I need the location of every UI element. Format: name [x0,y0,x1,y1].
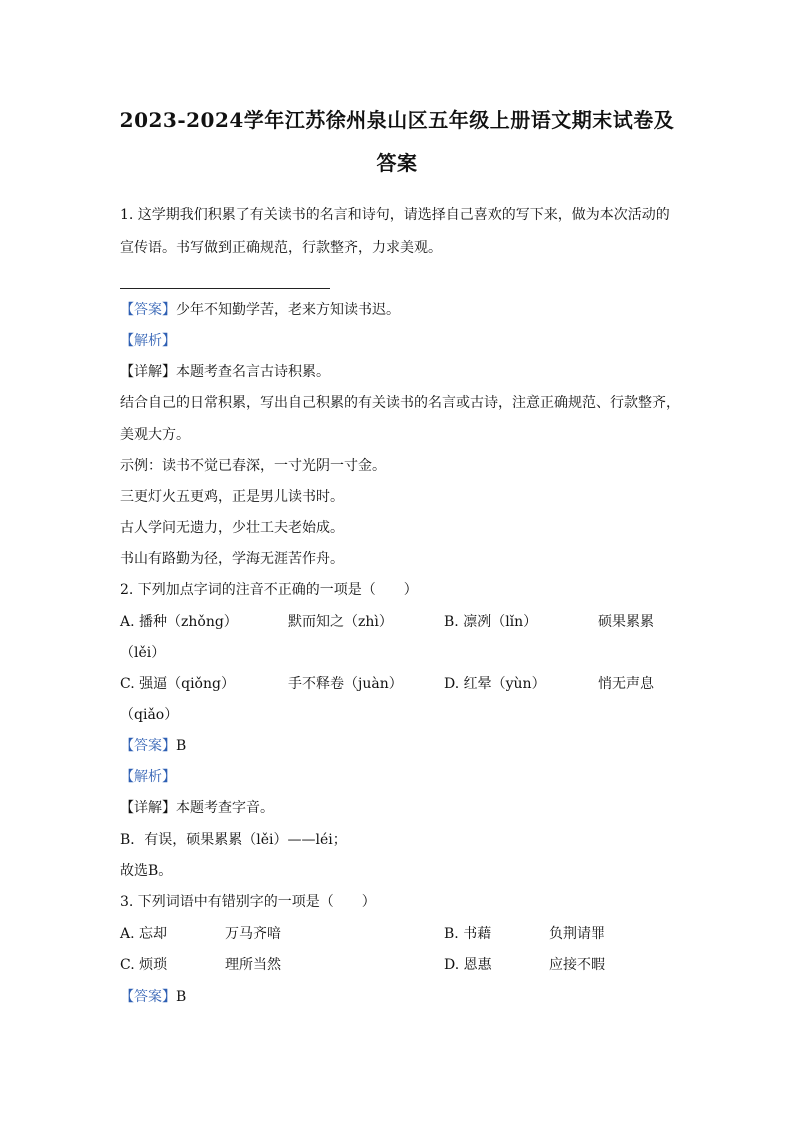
q3-option-a-2: 万马齐喑 [225,926,281,942]
q1-stem-line2: 宣传语。书写做到正确规范，行款整齐，力求美观。 [120,240,442,256]
q3-option-c-2: 理所当然 [225,957,281,973]
answer-text: B [176,989,187,1005]
q2-detail [120,798,274,818]
q3-option-c-1: C. 烦琐 [120,957,168,973]
q1-analysis-tag: 【解析】 [120,333,176,349]
q2-option-b-1: B. 凛冽（lǐn） [444,614,538,630]
q1-body-line2: 美观大方。 [120,427,190,443]
q3-option-d-1: D. 恩惠 [444,957,492,973]
document-title-line1: 2023-2024学年江苏徐州泉山区五年级上册语文期末试卷及 [119,108,675,132]
q1-example-4: 书山有路勤为径，学海无涯苦作舟。 [120,551,344,567]
q2-body-line2: 故选B。 [120,863,173,879]
q3-option-d-2: 应接不暇 [549,957,605,973]
q1-stem-line1: 1. 这学期我们积累了有关读书的名言和诗句，请选择自己喜欢的写下来，做为本次活动的 [120,207,670,223]
q2-option-d-2-wrap: （qiǎo） [120,707,179,723]
detail-tag: 【详解】 [120,364,176,380]
q1-example-3: 古人学问无遗力，少壮工夫老始成。 [120,520,344,536]
q2-option-d-2: 悄无声息 [598,676,654,692]
detail-text: 本题考查字音。 [176,800,274,816]
q3-option-b-1: B. 书藉 [444,926,492,942]
q1-body-line1: 结合自己的日常积累，写出自己积累的有关读书的名言或古诗，注意正确规范、行款整齐， [120,395,680,411]
answer-tag: 【答案】 [120,302,176,318]
q2-option-b-2: 硕果累累 [598,614,654,630]
q3-option-a-1: A. 忘却 [120,926,168,942]
q2-option-a-1: A. 播种（zhǒng） [120,614,238,630]
answer-tag: 【答案】 [120,989,176,1005]
q2-body-line1: B．有误，硕果累累（lěi）——léi； [120,832,347,848]
q1-answer [120,300,400,320]
q2-option-c-1: C. 强逼（qiǒng） [120,676,235,692]
detail-tag: 【详解】 [120,800,176,816]
answer-blank-line [120,288,330,289]
q3-stem: 3. 下列词语中有错别字的一项是（ ） [120,894,376,910]
answer-tag: 【答案】 [120,738,176,754]
q1-example-1: 示例：读书不觉已春深，一寸光阴一寸金。 [120,458,386,474]
q2-option-b-2-wrap: （lěi） [120,645,166,661]
q3-option-b-2: 负荆请罪 [549,926,605,942]
q2-option-c-2: 手不释卷（juàn） [288,676,403,692]
q3-answer [120,987,186,1007]
q1-detail [120,362,330,382]
q2-option-a-2: 默而知之（zhì） [288,614,393,630]
detail-text: 本题考查名言古诗积累。 [176,364,330,380]
q2-option-d-1: D. 红晕（yùn） [444,676,546,692]
document-title-line2: 答案 [376,151,418,175]
q1-example-2: 三更灯火五更鸡，正是男儿读书时。 [120,489,344,505]
q2-answer [120,736,186,756]
answer-text: 少年不知勤学苦，老来方知读书迟。 [176,302,400,318]
q2-analysis-tag: 【解析】 [120,769,176,785]
answer-text: B [176,738,187,754]
q2-stem: 2. 下列加点字词的注音不正确的一项是（ ） [120,582,418,598]
